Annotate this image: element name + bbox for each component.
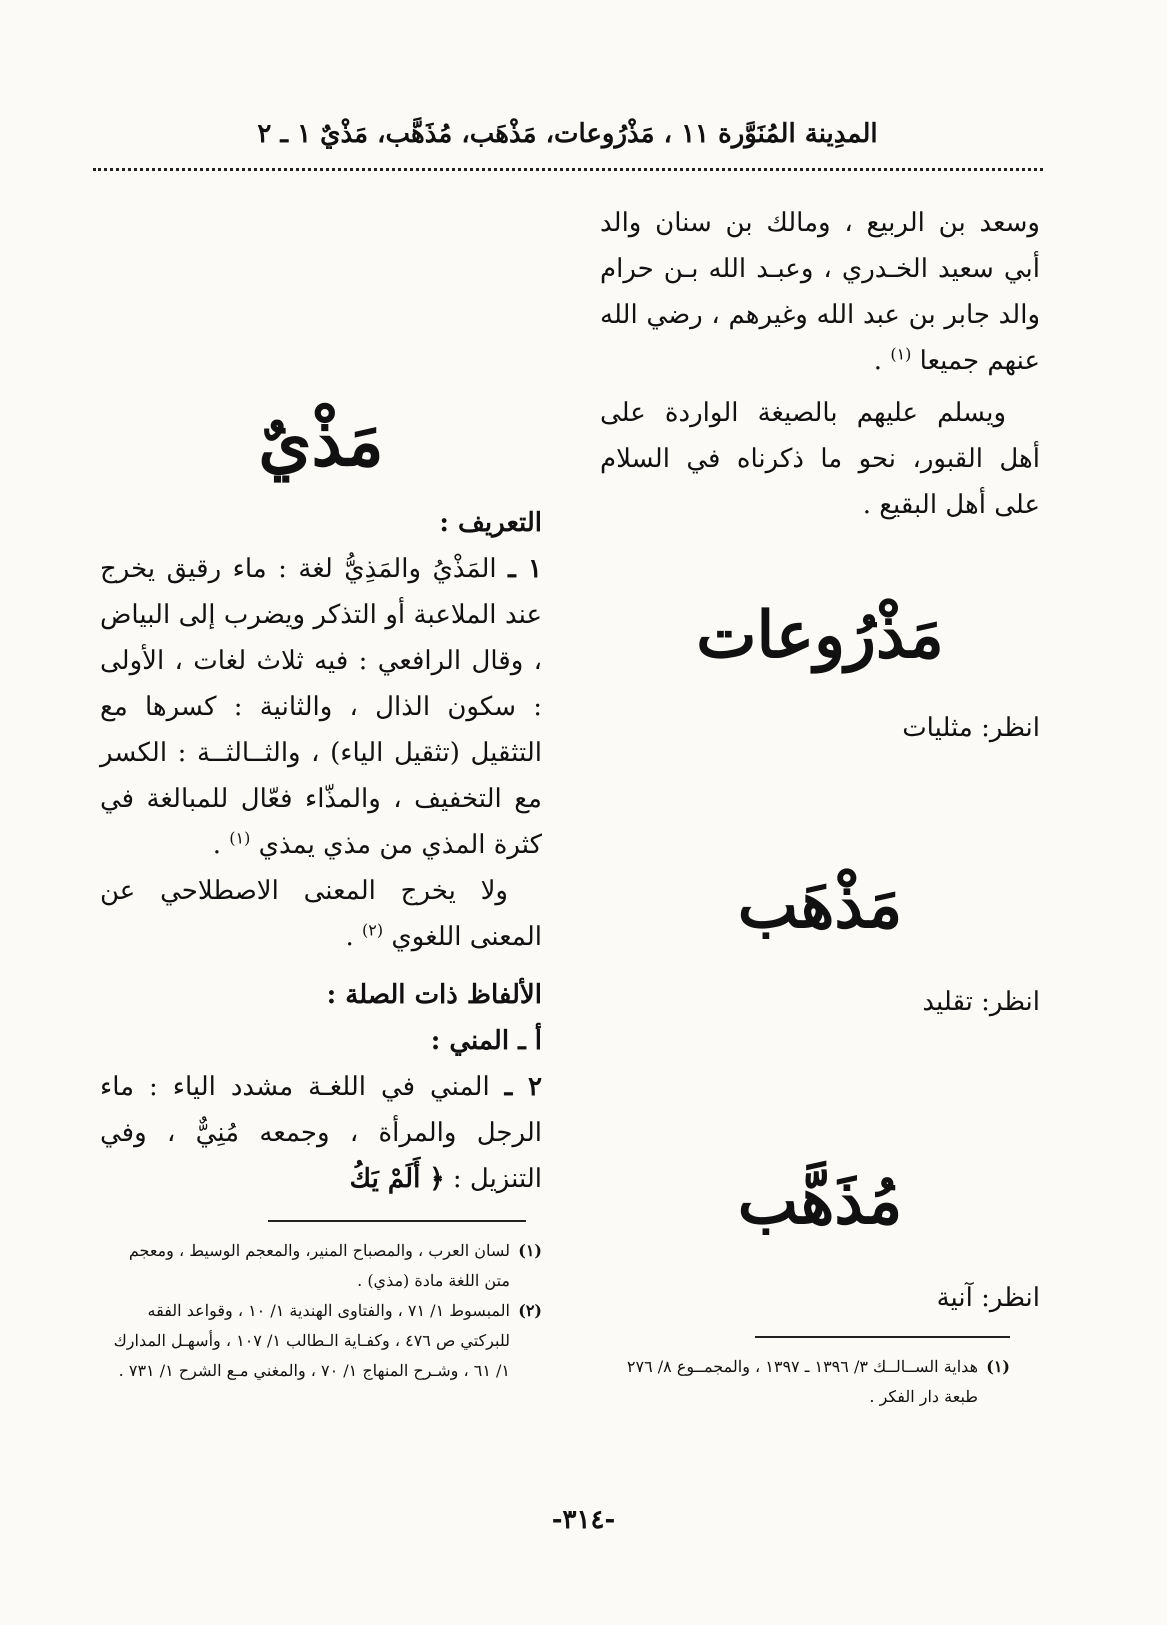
entry-mudhahhab xyxy=(600,1162,1040,1318)
footnotes-right xyxy=(610,1352,1010,1412)
quran-quote: ﴿ أَلَمْ يَكُ xyxy=(349,1164,445,1194)
footnotes-left xyxy=(100,1236,542,1386)
intro-paragraph-text: وسعد بن الربيع ، ومالك بن سنان والد أبي سعيد الخـدري ، وعبـد الله بـن حرام والد جابر بن عبد الله وغيرهم ، رضي الله عنهم جميعا xyxy=(600,208,1040,376)
footnote-item xyxy=(610,1352,1010,1412)
left-column-body xyxy=(100,500,542,1202)
running-header: المدِينة المُنَوَّرة ١١ ، مَذْرُوعات، مَذْهَب، مُذَهَّب، مَذْيٌ ١ ـ ٢ xyxy=(257,119,878,149)
footnote-ref: (١) xyxy=(229,828,251,848)
footnote-item xyxy=(100,1296,542,1386)
footnote-ref: (٢) xyxy=(362,920,384,940)
header-dotted-rule xyxy=(93,168,1043,171)
footnote-item xyxy=(100,1236,542,1296)
item-1-paragraph: ١ ـ المَذْيُ والمَذِيُّ لغة : ماء رقيق يخرج عند الملاعبة أو التذكر ويضرب إلى البياض ، وقال الرافعي : فيه ثلاث لغات ، الأولى : سكون الذال ، والثانية : كسرها مع التثقيل (تثقيل الياء) ، والثــالثــة : الكسر مع التخفيف ، والمذّاء فعّال للمبالغة في كثرة المذي من مذي يمذي $^{(١)}$ . xyxy=(100,554,543,860)
footnote-text: المبسوط ١/ ٧١ ، والفتاوى الهندية ١/ ١٠ ، وقواعد الفقه للبركتي ص ٤٧٦ ، وكفـاية الـطالب ١/ ١٠٧ ، وأسهـل المدارك ١/ ٦١ ، وشـرح المنهاج ١/ ٧٠ ، والمغني مـع الشرح ١/ ٧٣١ . xyxy=(113,1301,510,1380)
page-number: -٣١٤- xyxy=(551,1505,616,1535)
definition-heading: التعريف : xyxy=(439,508,542,538)
entry-madhruat xyxy=(600,596,1040,748)
entry-title-madhruat: مَذْرُوعات xyxy=(696,598,944,673)
entry-title-madhhab: مَذْهَب xyxy=(737,868,903,943)
footnote-rule-left xyxy=(268,1220,526,1222)
item-1-text: المَذْيُ والمَذِيُّ لغة : ماء رقيق يخرج عند الملاعبة أو التذكر ويضرب إلى البياض ، وقال الرافعي : فيه ثلاث لغات ، الأولى : سكون الذال ، والثانية : كسرها مع التثقيل (تثقيل الياء) ، والثــالثــة : الكسر مع التخفيف ، والمذّاء فعّال للمبالغة في كثرة المذي من مذي يمذي xyxy=(100,554,542,860)
item-2-paragraph xyxy=(100,1064,542,1202)
subheading-mani: أ ـ المني : xyxy=(430,1026,542,1056)
entry-title-madhy: مَذْيٌ xyxy=(258,402,384,482)
second-paragraph-left: ولا يخرج المعنى الاصطلاحي عن المعنى اللغوي $^{(٢)}$ . xyxy=(100,876,542,952)
footnote-text: لسان العرب ، والمصباح المنير، والمعجم الوسيط ، ومعجم متن اللغة مادة (مذي) . xyxy=(128,1241,510,1290)
see-reference-mudhahhab: انظر: آنية xyxy=(936,1283,1040,1313)
footnote-ref: (١) xyxy=(890,344,912,364)
right-column-intro xyxy=(600,200,1040,528)
footnote-rule-right xyxy=(755,1336,1010,1338)
footnote-number: (١) xyxy=(986,1357,1010,1376)
entry-madhy xyxy=(100,402,542,482)
footnote-number: (٢) xyxy=(518,1301,542,1320)
item-2-number: ٢ ـ xyxy=(504,1072,543,1102)
item-1-number: ١ ـ xyxy=(508,554,543,584)
footnote-number: (١) xyxy=(518,1241,542,1260)
intro-paragraph: وسعد بن الربيع ، ومالك بن سنان والد أبي سعيد الخـدري ، وعبـد الله بـن حرام والد جابر بن عبد الله وغيرهم ، رضي الله عنهم جميعا $^{(١)}$ . xyxy=(600,208,1040,376)
second-paragraph: ويسلم عليهم بالصيغة الواردة على أهل القبور، نحو ما ذكرناه في السلام على أهل البقيع . xyxy=(600,398,1040,520)
footnote-text: هداية الســالــك ٣/ ١٣٩٦ ـ ١٣٩٧ ، والمجمــوع ٨/ ٢٧٦ طبعة دار الفكر . xyxy=(626,1357,978,1406)
entry-madhhab xyxy=(600,866,1040,1022)
second-paragraph-left-text: ولا يخرج المعنى الاصطلاحي عن المعنى اللغوي xyxy=(100,876,542,952)
see-reference-madhhab: انظر: تقليد xyxy=(922,987,1040,1017)
item-2-text: المني في اللغـة مشدد الياء : ماء الرجل والمرأة ، وجمعه مُنِيٌّ ، وفي التنزيل : xyxy=(100,1072,542,1194)
related-terms-heading: الألفاظ ذات الصلة : xyxy=(326,980,542,1010)
see-reference-madhruat: انظر: مثليات xyxy=(902,713,1040,743)
entry-title-mudhahhab: مُذَهَّب xyxy=(737,1164,903,1239)
